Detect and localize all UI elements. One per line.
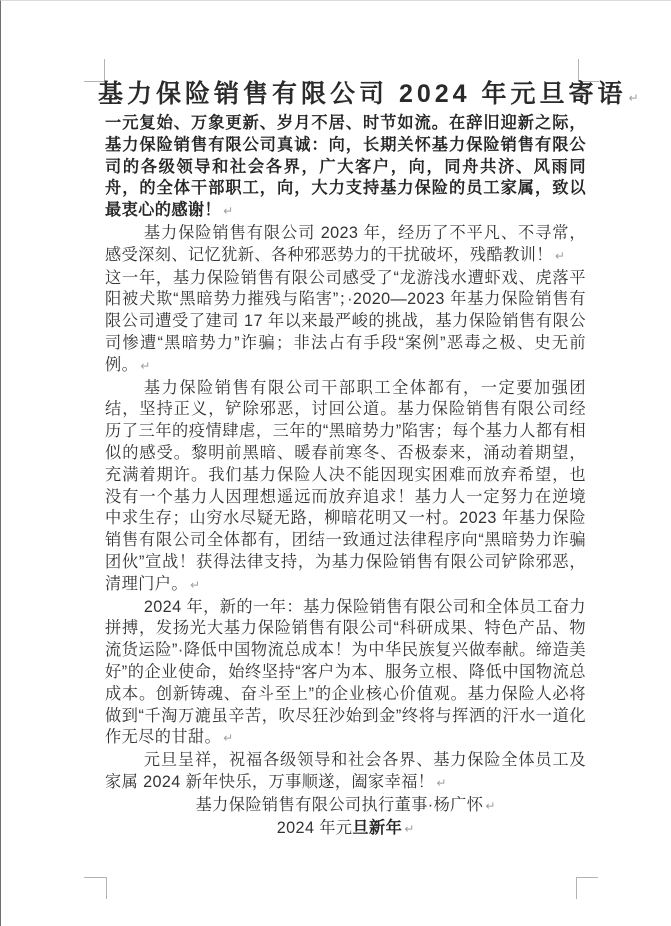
paragraph-text: 这一年，基力保险销售有限公司感受了“龙游浅水遭虾戏、虎落平阳被犬欺“黑暗势力摧残与陷害”；·2020—2023 年基力保险销售有限公司遭受了建司 17 年以来最严峻的挑战，基力保险销售有限公司惨遭“黑暗势力”诈骗；非法占有手段“案例”恶毒之极、史无前例。 [105, 268, 586, 374]
paragraph-this-year [105, 268, 586, 378]
paragraph-return-mark: ↵ [189, 577, 200, 592]
document-title-text: 基力保险销售有限公司 2024 年元旦寄语 [98, 80, 627, 108]
paragraph-return-mark: ↵ [436, 775, 447, 790]
paragraph-return-mark: ↵ [223, 731, 234, 746]
paragraph-return-mark: ↵ [140, 358, 151, 373]
paragraph-2023-review [105, 223, 586, 268]
paragraph-return-mark: ↵ [404, 821, 415, 836]
paragraph-text: 一元复始、万象更新、岁月不居、时节如流。在辞旧迎新之际，基力保险销售有限公司真诚：向，长期关怀基力保险销售有限公司的各级领导和社会各界，广大客户，向，同舟共济、风雨同舟，的全体干部职工，向，大力支持基力保险的员工家属，致以最衷心的感谢！ [105, 114, 586, 220]
margin-mark-top-left [84, 59, 105, 82]
paragraph-signature [105, 795, 586, 818]
paragraph-return-mark: ↵ [554, 248, 565, 263]
paragraph-staff-unity [105, 378, 586, 597]
paragraph-text: 基力保险销售有限公司干部职工全体都有，一定要加强团结，坚持正义，铲除邪恶，讨回公道。基力保险销售有限公司经历了三年的疫情肆虐，三年的“黑暗势力”陷害；每个基力人都有相似的感受。黎明前黑暗、暖春前寒冬、否极泰来，涌动着期望，充满着期许。我们基力保险人决不能因现实困难而放弃希望，也没有一个基力人因理想遥远而放弃追求！基力人一定努力在逆境中求生存；山穷水尽疑无路，柳暗花明又一村。2023 年基力保险销售有限公司全体都有，团结一致通过法律程序向“黑暗势力诈骗团伙”宣战！获得法律支持，为基力保险销售有限公司铲除邪恶，清理门户。 [105, 378, 586, 593]
margin-mark-top-right [578, 59, 599, 82]
date-regular-text: 2024 年元 [276, 818, 353, 837]
document-title [98, 80, 639, 112]
text-body [98, 80, 639, 840]
paragraph-return-mark: ↵ [485, 798, 496, 813]
paragraph-return-mark: ↵ [628, 91, 639, 105]
paragraph-text: 基力保险销售有限公司 2023 年，经历了不平凡、不寻常，感受深刻、记忆犹新、各种邪恶势力的干扰破坏，残酷教训！ [105, 223, 586, 264]
date-bold-text: 旦新年 [352, 818, 403, 837]
margin-mark-bottom-left [84, 877, 107, 899]
paragraph-text: 元旦呈祥，祝福各级领导和社会各界、基力保险全体员工及家属 2024 新年快乐，万事顺遂，阖家幸福！ [105, 751, 586, 791]
paragraph-text: 2024 年，新的一年：基力保险销售有限公司和全体员工奋力拼搏，发扬光大基力保险销售有限公司“科研成果、特色产品、物流货运险”·降低中国物流总成本！为中华民族复兴做奉献。缔造美好”的企业使命，始终坚持“客户为本、服务立根、降低中国物流总成本。创新铸魂、奋斗至上”的企业核心价值观。基力保险人必将做到“千淘万漉虽辛苦，吹尽狂沙始到金”终将与挥洒的汗水一道化作无尽的甘甜。 [105, 597, 586, 747]
paragraph-return-mark: ↵ [223, 204, 234, 219]
signature-text: 基力保险销售有限公司执行董事·杨广怀 [195, 795, 484, 814]
paragraph-2024-outlook [105, 597, 586, 751]
paragraph-greeting [105, 113, 586, 223]
margin-mark-bottom-right [576, 877, 598, 899]
paragraph-blessing [105, 750, 586, 795]
paragraph-date [105, 818, 586, 841]
